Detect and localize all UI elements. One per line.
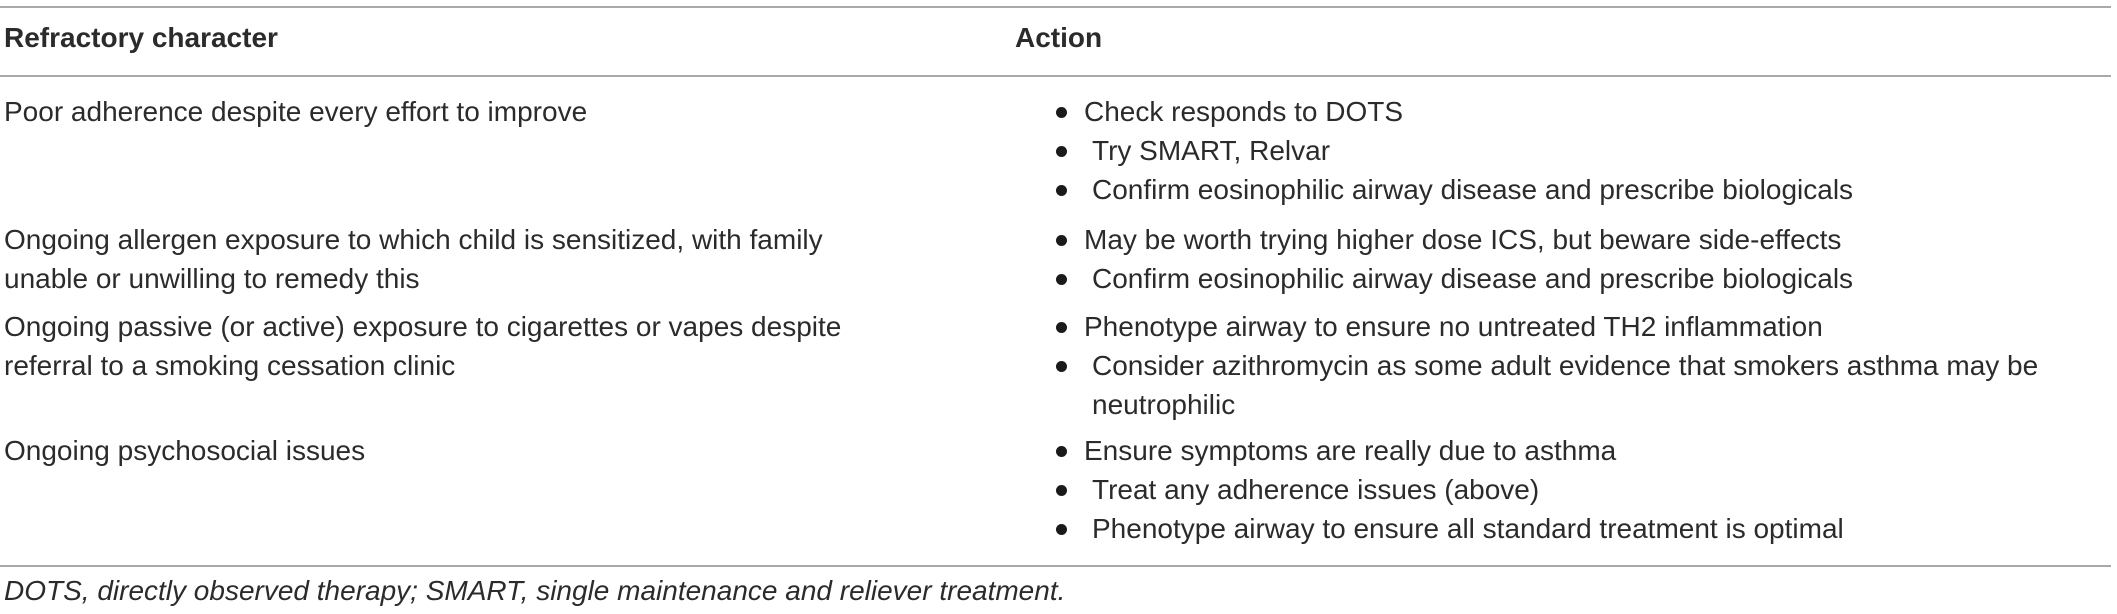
action-text: Ensure symptoms are really due to asthma — [1084, 435, 1617, 466]
action-text: Phenotype airway to ensure all standard treatment is optimal — [1092, 513, 1844, 544]
table-bottom-rule — [0, 565, 2111, 567]
table-row-2-actions — [1056, 220, 2096, 298]
header-rule — [0, 75, 2111, 77]
bullet-icon — [1056, 524, 1067, 535]
bullet-icon — [1056, 235, 1067, 246]
table-row-1-character: Poor adherence despite every effort to improve — [4, 96, 588, 127]
list-item — [1056, 131, 2096, 170]
action-text: Confirm eosinophilic airway disease and prescribe biologicals — [1092, 263, 1854, 294]
bullet-icon — [1056, 361, 1067, 372]
table-row-4-character: Ongoing psychosocial issues — [4, 435, 366, 466]
list-item — [1056, 92, 2096, 131]
column-header-action: Action — [1015, 22, 1103, 53]
action-text: Check responds to DOTS — [1084, 96, 1404, 127]
bullet-icon — [1056, 107, 1067, 118]
bullet-icon — [1056, 485, 1067, 496]
action-text: Treat any adherence issues (above) — [1092, 474, 1540, 505]
action-text: Consider azithromycin as some adult evidence that smokers asthma may be neutrophilic — [1092, 350, 2039, 420]
table-footnote: DOTS, directly observed therapy; SMART, single maintenance and reliever treatment. — [4, 575, 1066, 606]
list-item — [1056, 170, 2096, 209]
action-text: Phenotype airway to ensure no untreated TH2 inflammation — [1084, 311, 1823, 342]
action-text: May be worth trying higher dose ICS, but beware side-effects — [1084, 224, 1842, 255]
list-item — [1056, 346, 2096, 424]
table-top-rule — [0, 6, 2111, 8]
list-item — [1056, 431, 2096, 470]
action-text: Try SMART, Relvar — [1092, 135, 1331, 166]
bullet-icon — [1056, 274, 1067, 285]
list-item — [1056, 470, 2096, 509]
table-row-3-character: Ongoing passive (or active) exposure to cigarettes or vapes despite referral to a smoking cessation clinic — [4, 311, 842, 381]
table-row-1-actions — [1056, 92, 2096, 209]
column-header-refractory-character: Refractory character — [4, 22, 278, 53]
bullet-icon — [1056, 146, 1067, 157]
table-row-3-actions — [1056, 307, 2096, 424]
bullet-icon — [1056, 185, 1067, 196]
list-item — [1056, 259, 2096, 298]
bullet-icon — [1056, 446, 1067, 457]
list-item — [1056, 307, 2096, 346]
bullet-icon — [1056, 322, 1067, 333]
action-text: Confirm eosinophilic airway disease and prescribe biologicals — [1092, 174, 1854, 205]
list-item — [1056, 220, 2096, 259]
list-item — [1056, 509, 2096, 548]
table-row-4-actions — [1056, 431, 2096, 548]
table-row-2-character: Ongoing allergen exposure to which child is sensitized, with family unable or unwilling to remedy this — [4, 224, 823, 294]
